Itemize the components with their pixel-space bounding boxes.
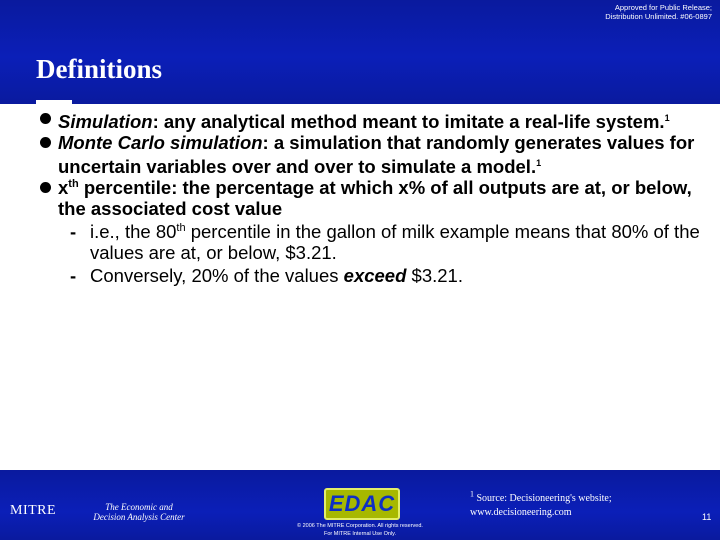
release-line-2: Distribution Unlimited. #06-0897 [605,12,712,21]
example-text-start: i.e., the 80 [90,221,177,243]
copyright-line-2: For MITRE Internal Use Only. [323,531,397,537]
sub-item-example [40,221,710,263]
source-line-2: www.decisioneering.com [470,507,572,518]
footnote-ref: 1 [664,113,670,123]
header-band [0,0,720,104]
center-name-line-2: Decision Analysis Center [93,512,185,522]
copyright-line-1: © 2006 The MITRE Corporation. All rights reserved. [297,523,423,529]
emphasis-exceed: exceed [343,265,407,287]
bullet-dot-icon [40,182,51,193]
slide-body [40,108,710,286]
definition-simulation: : any analytical method meant to imitate a real-life system. [152,111,665,133]
source-footnote [470,489,650,520]
release-line-1: Approved for Public Release; [614,3,712,12]
source-footnote-number: 1 [470,489,474,499]
mitre-logo: MITRE [10,503,57,518]
bullet-dot-icon [40,113,51,124]
bullet-percentile [40,177,710,219]
edac-logo [324,488,400,520]
bullet-dot-icon [40,137,51,148]
conversely-text-end: $3.21. [406,265,463,287]
sub-item-conversely [40,265,710,286]
title-accent-bar [36,100,72,104]
term-simulation: Simulation [58,111,153,133]
dash-bullet: - [70,221,77,243]
superscript-th: th [176,222,186,235]
bullet-monte-carlo [40,132,710,177]
footnote-ref: 1 [536,158,542,169]
term-monte-carlo: Monte Carlo simulation [58,132,263,154]
page-number: 11 [702,512,712,522]
term-x: x [58,177,69,199]
dash-bullet: - [70,265,77,287]
definition-percentile: percentile: the percentage at which x% of all outputs are at, or below, the associated cost value [58,177,692,220]
definition-monte-carlo: : a simulation that randomly generates values for uncertain variables over and over to simulate a model. [58,132,695,178]
center-name-line-1: The Economic and [105,502,173,512]
copyright-notice [280,522,440,538]
center-name [84,502,194,522]
source-line-1: Source: Decisioneering's website; [474,493,612,504]
release-notice [552,3,712,21]
conversely-text-start: Conversely, 20% of the values [90,265,344,287]
slide-title: Definitions [36,54,163,84]
superscript-th: th [68,178,79,191]
footer-band [0,470,720,540]
bullet-simulation [40,108,710,132]
example-text-end: percentile in the gallon of milk example means that 80% of the values are at, or below, $3.21. [90,221,700,264]
edac-logo-text: EDAC [328,491,396,516]
